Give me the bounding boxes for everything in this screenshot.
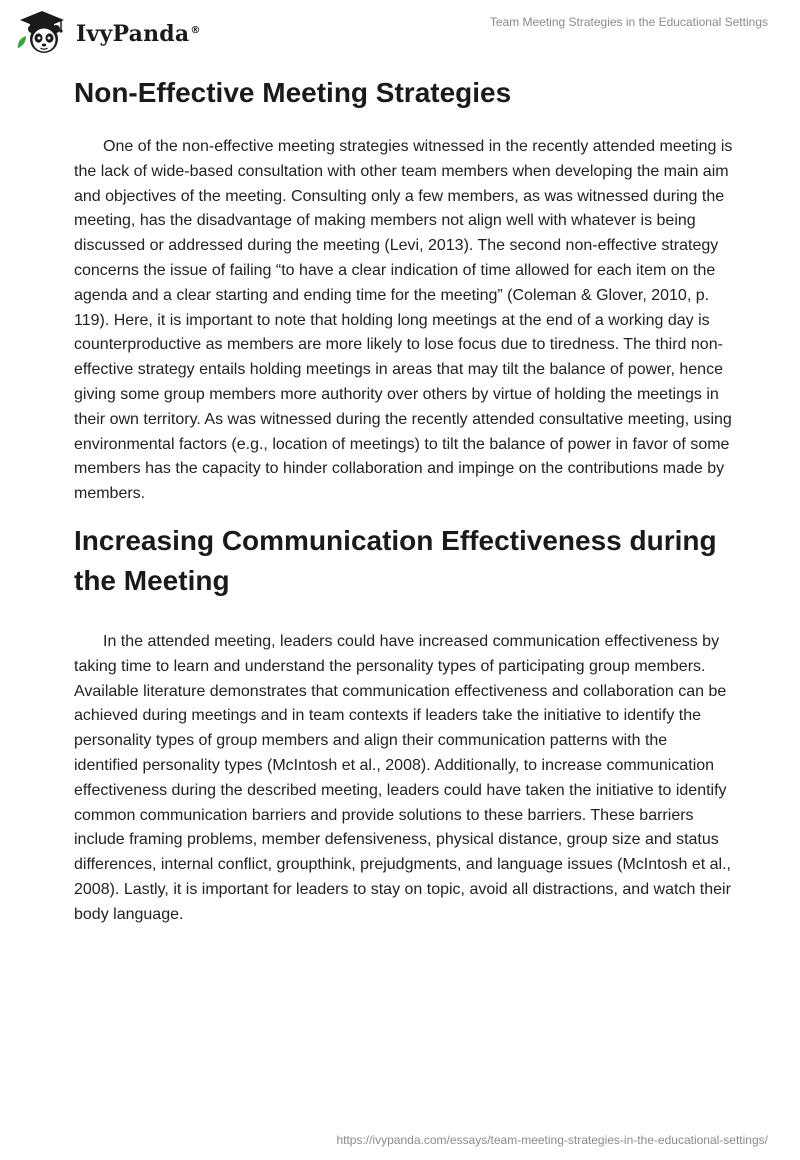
essay-content xyxy=(74,70,734,928)
section-heading-non-effective-strategies: Non-Effective Meeting Strategies xyxy=(74,77,512,108)
section-heading-communication-effectiveness: Increasing Communication Effectiveness during the Meeting xyxy=(74,524,717,596)
logo-wordmark: IvyPanda® xyxy=(76,21,201,47)
panda-logo-icon xyxy=(14,8,70,56)
section-paragraph-communication-effectiveness: In the attended meeting, leaders could have increased communication effectiveness by taking time to learn and understand the personality types of participating group members. Available literature demonstrates that communication effectiveness and collaboration can be achieved during meetings and in team contexts if leaders take the initiative to identify the personality types of group members and align their communication patterns with the identified personality types (McIntosh et al., 2008). Additionally, to increase communication effectiveness during the described meeting, leaders could have taken the initiative to identify common communication barriers and provide solutions to these barriers. These barriers include framing problems, member defensiveness, physical distance, group size and status differences, internal conflict, groupthink, prejudgments, and language issues (McIntosh et al., 2008). Lastly, it is important for leaders to stay on topic, avoid all distractions, and watch their body language. xyxy=(74,632,731,923)
registered-mark: ® xyxy=(190,24,201,36)
page-header xyxy=(0,0,800,60)
source-url[interactable]: https://ivypanda.com/essays/team-meeting-strategies-in-the-educational-settings/ xyxy=(336,1133,768,1147)
document-title: Team Meeting Strategies in the Educational Settings xyxy=(489,15,768,29)
section-paragraph-non-effective-strategies: One of the non-effective meeting strategies witnessed in the recently attended meeting is the lack of wide-based consultation with other team members when developing the main aim and objectives of the meeting. Consulting only a few members, as was witnessed during the meeting, has the disadvantage of making members not align well with whatever is being discussed or addressed during the meeting (Levi, 2013). The second non-effective strategy concerns the issue of failing “to have a clear indication of time allowed for each item on the agenda and a clear starting and ending time for the meeting” (Coleman & Glover, 2010, p. 119). Here, it is important to note that holding long meetings at the end of a working day is counterproductive as members are more likely to lose focus due to tiredness. The third non-effective strategy entails holding meetings in areas that may tilt the balance of power, hence giving some group members more authority over others by virtue of holding the meetings in their own territory. As was witnessed during the recently attended consultative meeting, using environmental factors (e.g., location of meetings) to tilt the balance of power in favor of some members has the capacity to hinder collaboration and impinge on the contributions made by members. xyxy=(74,138,733,503)
ivypanda-logo[interactable] xyxy=(14,8,201,56)
